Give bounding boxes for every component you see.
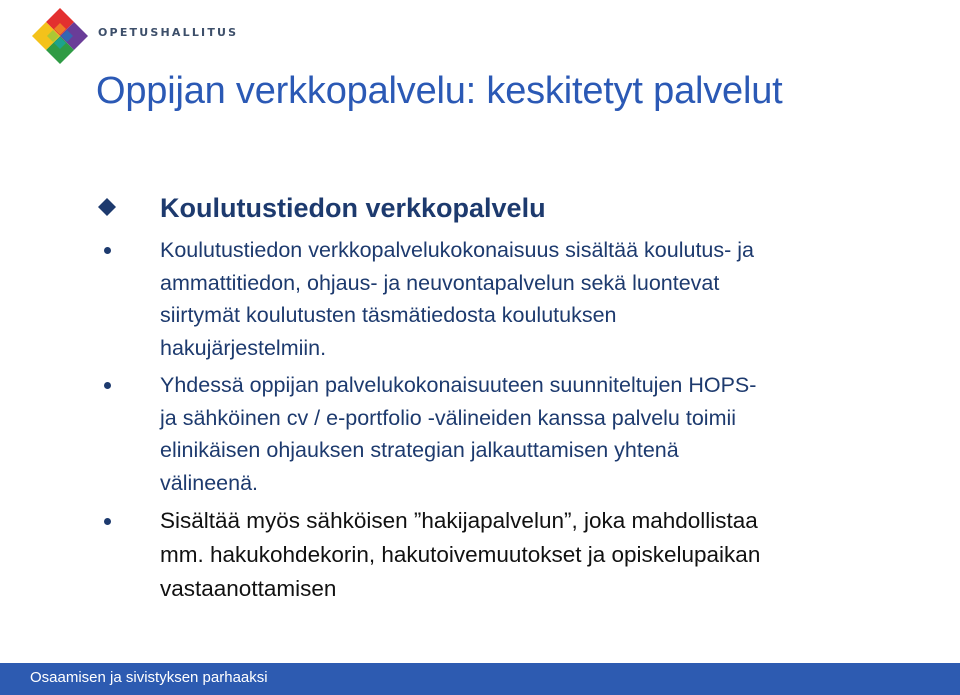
bullet-line: Yhdessä oppijan palvelukokonaisuuteen suunniteltujen HOPS- <box>160 373 757 397</box>
bullet-line: siirtymät koulutusten täsmätiedosta koulutuksen <box>160 303 617 327</box>
bullet-line: ja sähköinen cv / e-portfolio -välineiden kanssa palvelu toimii <box>160 405 737 430</box>
opetushallitus-logo-icon <box>30 6 90 66</box>
bullet-line: Koulutustiedon verkkopalvelukokonaisuus sisältää koulutus- ja <box>160 238 754 262</box>
list-item <box>96 369 936 499</box>
bullet-dot-icon <box>104 382 111 389</box>
bullet-list <box>96 234 936 606</box>
bullet-line: mm. hakukohdekorin, hakutoivemuutokset ja opiskelupaikan <box>160 542 761 567</box>
footer-bar <box>0 663 960 695</box>
slide-title: Oppijan verkkopalvelu: keskitetyt palvelut <box>96 70 783 112</box>
bullet-line: välineenä. <box>160 470 259 495</box>
bullet-line: Sisältää myös sähköisen ”hakijapalvelun”, joka mahdollistaa <box>160 508 758 533</box>
list-item <box>96 504 936 606</box>
bullet-line: elinikäisen ohjauksen strategian jalkauttamisen yhtenä <box>160 438 679 462</box>
bullet-dot-icon <box>104 247 111 254</box>
diamond-icon <box>98 198 116 216</box>
bullet-line: ammattitiedon, ohjaus- ja neuvontapalvelun sekä luontevat <box>160 270 720 295</box>
section-heading-text: Koulutustiedon verkkopalvelu <box>160 193 546 223</box>
section-heading <box>96 190 936 230</box>
bullet-line: hakujärjestelmiin. <box>160 335 327 360</box>
bullet-line: vastaanottamisen <box>160 576 337 601</box>
list-item <box>96 234 936 364</box>
footer-text: Osaamisen ja sivistyksen parhaaksi <box>30 669 268 686</box>
bullet-dot-icon <box>104 518 111 525</box>
org-name: OPETUSHALLITUS <box>98 26 239 39</box>
content-section <box>96 190 936 611</box>
